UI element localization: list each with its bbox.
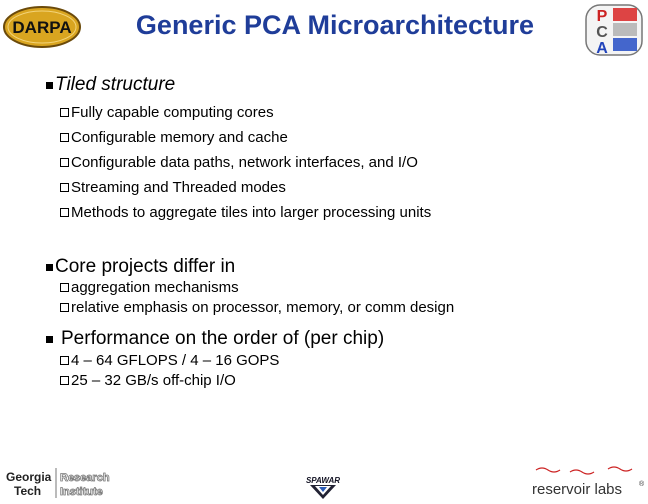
page-title: Generic PCA Microarchitecture <box>135 10 535 40</box>
checkbox-bullet-icon <box>60 356 69 365</box>
spawar-logo <box>300 474 346 500</box>
list-item: Configurable memory and cache <box>60 129 288 146</box>
registered-icon: ® <box>639 481 645 488</box>
georgia-tech-logo <box>4 466 112 500</box>
pca-logo-letter-p: P <box>596 8 608 25</box>
checkbox-bullet-icon <box>60 283 69 292</box>
checkbox-bullet-icon <box>60 183 69 192</box>
gt-line-2: Tech <box>14 484 42 498</box>
reservoir-labs-logo <box>530 466 646 500</box>
list-item: Fully capable computing cores <box>60 104 274 121</box>
checkbox-bullet-icon <box>60 208 69 217</box>
reservoir-labs-text: reservoir labs <box>532 481 623 498</box>
spawar-text: SPAWAR <box>305 476 341 485</box>
list-item: relative emphasis on processor, memory, or comm design <box>60 299 454 316</box>
list-item: Methods to aggregate tiles into larger processing units <box>60 204 431 221</box>
gtri-line-1: Research <box>60 472 110 484</box>
list-item: 4 – 64 GFLOPS / 4 – 16 GOPS <box>60 352 279 369</box>
gtri-line-2: Institute <box>60 486 103 498</box>
checkbox-bullet-icon <box>60 376 69 385</box>
pca-logo-letter-a: A <box>596 40 608 56</box>
square-bullet-icon <box>46 264 53 271</box>
section-heading-performance: Performance on the order of (per chip) <box>46 328 384 350</box>
darpa-logo-text: DARPA <box>12 18 72 37</box>
square-bullet-icon <box>46 82 53 89</box>
list-item: aggregation mechanisms <box>60 279 239 296</box>
gt-line-1: Georgia <box>6 470 52 484</box>
list-item: Configurable data paths, network interfaces, and I/O <box>60 154 418 171</box>
checkbox-bullet-icon <box>60 108 69 117</box>
checkbox-bullet-icon <box>60 158 69 167</box>
section-heading-tiled-structure: Tiled structure <box>46 74 175 96</box>
checkbox-bullet-icon <box>60 303 69 312</box>
list-item: Streaming and Threaded modes <box>60 179 286 196</box>
pca-logo <box>585 4 643 56</box>
pca-logo-letter-c: C <box>596 24 608 41</box>
section-heading-core-projects: Core projects differ in <box>46 256 235 278</box>
square-bullet-icon <box>46 336 53 343</box>
checkbox-bullet-icon <box>60 133 69 142</box>
list-item: 25 – 32 GB/s off-chip I/O <box>60 372 236 389</box>
